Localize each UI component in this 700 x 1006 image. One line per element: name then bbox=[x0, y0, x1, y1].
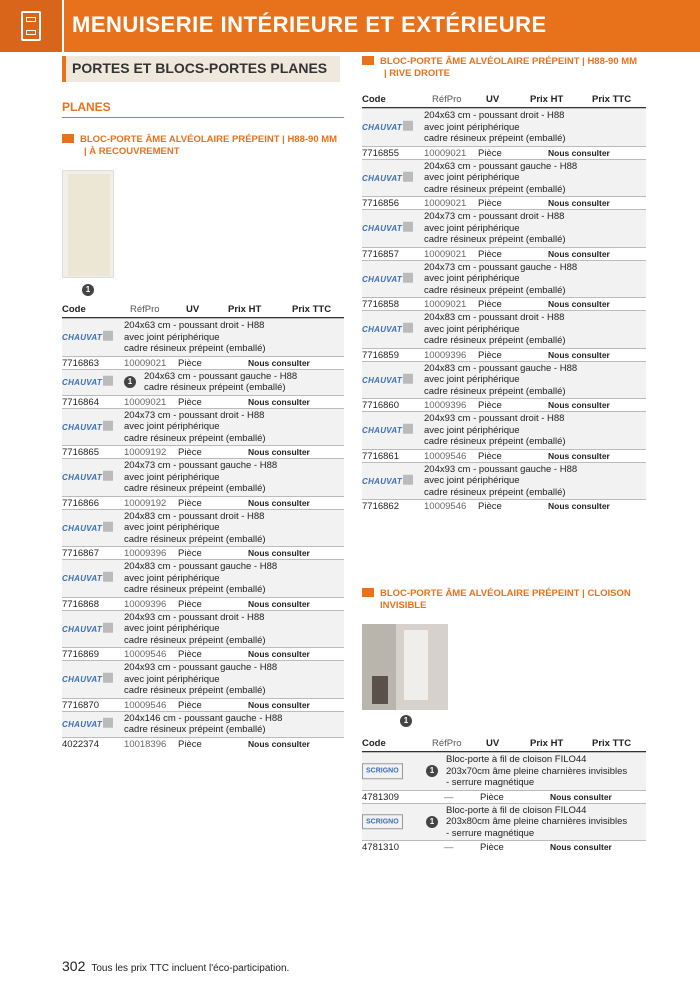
description-line: 204x93 cm - poussant droit - H88 bbox=[424, 413, 565, 424]
cell-price: Nous consulter bbox=[550, 791, 612, 802]
subheading-rule bbox=[62, 117, 344, 118]
cell-price: Nous consulter bbox=[248, 497, 310, 508]
description-line: avec joint périphérique bbox=[424, 374, 520, 385]
table-header bbox=[362, 738, 646, 752]
description-line: cadre résineux prépeint (emballé) bbox=[424, 234, 566, 245]
table-row bbox=[62, 711, 344, 750]
table-row bbox=[62, 318, 344, 369]
cell-ref: 10009021 bbox=[424, 147, 467, 159]
description-line: 204x83 cm - poussant droit - H88 bbox=[424, 312, 565, 323]
cell-uv: Pièce bbox=[178, 649, 202, 660]
description-line: 204x93 cm - poussant gauche - H88 bbox=[424, 463, 578, 475]
table-row bbox=[362, 108, 646, 159]
cell-price: Nous consulter bbox=[248, 357, 310, 368]
price-line bbox=[62, 647, 344, 660]
cell-ref: 10009546 bbox=[124, 649, 167, 660]
square-icon bbox=[362, 56, 374, 65]
cell-uv: Pièce bbox=[178, 447, 202, 458]
description-line: 204x93 cm - poussant droit - H88 bbox=[124, 611, 265, 623]
cell-code: 7716857 bbox=[362, 248, 399, 260]
cell-ref: 10009546 bbox=[424, 450, 467, 462]
column-header-code: Code bbox=[62, 304, 86, 315]
description-line: cadre résineux prépeint (emballé) bbox=[424, 133, 566, 144]
chauvat-logo: CHAUVAT bbox=[362, 424, 413, 437]
description-line: cadre résineux prépeint (emballé) bbox=[424, 385, 566, 397]
square-icon bbox=[62, 134, 74, 143]
photo-badge: 1 bbox=[400, 715, 412, 727]
brand-logo bbox=[62, 331, 113, 344]
cell-ref: 10009021 bbox=[424, 198, 467, 209]
page-number: 302 bbox=[62, 958, 86, 974]
description-line: avec joint périphérique bbox=[424, 475, 520, 486]
column-header-ttc: Prix TTC bbox=[592, 94, 632, 105]
description-line: cadre résineux prépeint (emballé) bbox=[124, 724, 266, 735]
header-bar bbox=[0, 0, 700, 52]
description-line: cadre résineux prépeint (emballé) bbox=[144, 382, 286, 393]
table-row bbox=[62, 458, 344, 509]
product-description bbox=[362, 752, 646, 790]
cell-ref: 10009396 bbox=[424, 349, 467, 361]
page-title: MENUISERIE INTÉRIEURE ET EXTÉRIEURE bbox=[72, 12, 547, 37]
cell-uv: Pièce bbox=[478, 147, 502, 159]
right-table bbox=[362, 94, 646, 512]
chauvat-logo: CHAUVAT bbox=[362, 273, 413, 286]
description-line: 204x73 cm - poussant droit - H88 bbox=[124, 409, 265, 421]
cell-price: Nous consulter bbox=[550, 842, 612, 852]
price-line bbox=[362, 840, 646, 853]
cell-uv: Pièce bbox=[478, 400, 502, 411]
cell-ref: 10009192 bbox=[124, 497, 167, 509]
description-line: cadre résineux prépeint (emballé) bbox=[424, 436, 566, 447]
brand-logo bbox=[62, 623, 113, 636]
cell-uv: Pièce bbox=[178, 699, 202, 711]
cell-price: Nous consulter bbox=[248, 649, 310, 659]
cell-uv: Pièce bbox=[478, 299, 502, 310]
product-description bbox=[362, 108, 646, 146]
cell-price: Nous consulter bbox=[248, 396, 310, 407]
cell-uv: Pièce bbox=[478, 349, 502, 361]
description-line: 204x73 cm - poussant droit - H88 bbox=[424, 211, 565, 222]
photo-badge: 1 bbox=[82, 284, 94, 296]
cell-code: 7716863 bbox=[62, 357, 99, 369]
cell-uv: Pièce bbox=[480, 842, 504, 853]
chauvat-logo: CHAUVAT bbox=[362, 222, 413, 235]
left-table bbox=[62, 304, 344, 750]
price-line bbox=[62, 356, 344, 369]
cell-code: 7716867 bbox=[62, 548, 99, 559]
cell-uv: Pièce bbox=[478, 248, 502, 260]
description-line: avec joint périphérique bbox=[424, 424, 520, 436]
description-line: avec joint périphérique bbox=[124, 471, 220, 483]
table-header bbox=[362, 94, 646, 108]
product-description bbox=[62, 610, 344, 648]
cell-ref: 10009546 bbox=[124, 699, 167, 711]
product-description bbox=[362, 361, 646, 399]
chauvat-logo: CHAUVAT bbox=[62, 522, 113, 535]
column-header-ref: RéfPro bbox=[130, 304, 160, 315]
brand-logo bbox=[362, 374, 413, 387]
cell-price: Nous consulter bbox=[548, 299, 610, 309]
description-line: 203x70cm âme pleine charnières invisibles bbox=[446, 765, 628, 777]
brand-logo bbox=[362, 323, 413, 336]
brand-logo bbox=[62, 673, 113, 686]
description-line: 204x73 cm - poussant gauche - H88 bbox=[124, 460, 278, 471]
cell-price: Nous consulter bbox=[548, 501, 610, 511]
brand-logo bbox=[362, 273, 413, 286]
product-description bbox=[62, 509, 344, 547]
description-line: avec joint périphérique bbox=[424, 273, 520, 284]
product-description bbox=[362, 260, 646, 298]
product-description bbox=[62, 408, 344, 446]
description-line: 204x83 cm - poussant droit - H88 bbox=[124, 510, 265, 522]
price-line bbox=[362, 196, 646, 209]
cell-ref: 10009396 bbox=[124, 548, 167, 559]
description-line: avec joint périphérique bbox=[124, 623, 220, 634]
description-line: avec joint périphérique bbox=[424, 323, 520, 335]
cell-price: Nous consulter bbox=[248, 447, 310, 457]
description-line: cadre résineux prépeint (emballé) bbox=[424, 284, 566, 296]
description-line: cadre résineux prépeint (emballé) bbox=[124, 685, 266, 696]
chauvat-logo: CHAUVAT bbox=[362, 475, 413, 488]
table-header bbox=[62, 304, 344, 318]
description-line: cadre résineux prépeint (emballé) bbox=[124, 533, 266, 545]
description-line: cadre résineux prépeint (emballé) bbox=[124, 483, 266, 494]
cell-ref: 10009021 bbox=[424, 299, 467, 310]
description-line: avec joint périphérique bbox=[424, 172, 520, 183]
subheading: PLANES bbox=[62, 100, 111, 114]
cell-ref: 10009396 bbox=[424, 400, 467, 411]
product-photo-room bbox=[362, 624, 448, 710]
brand-logo bbox=[362, 222, 413, 235]
cell-code: 7716855 bbox=[362, 147, 399, 159]
brand-logo bbox=[62, 522, 113, 535]
description-line: cadre résineux prépeint (emballé) bbox=[124, 634, 266, 646]
cell-ref: 10009192 bbox=[124, 447, 167, 458]
brand-logo: SCRIGNO bbox=[362, 764, 403, 780]
table-row bbox=[362, 209, 646, 260]
description-line: 204x63 cm - poussant droit - H88 bbox=[424, 110, 565, 121]
product-description bbox=[362, 803, 646, 841]
chauvat-logo: CHAUVAT bbox=[62, 673, 113, 686]
cell-ref: 10009021 bbox=[124, 357, 167, 369]
price-line bbox=[62, 496, 344, 509]
description-line: cadre résineux prépeint (emballé) bbox=[124, 343, 266, 354]
description-line: avec joint périphérique bbox=[124, 331, 220, 343]
product-description bbox=[62, 711, 344, 737]
price-line bbox=[62, 597, 344, 610]
price-line bbox=[362, 247, 646, 260]
column-header-ref: RéfPro bbox=[432, 738, 462, 749]
column-header-ttc: Prix TTC bbox=[292, 304, 332, 315]
chauvat-logo: CHAUVAT bbox=[62, 718, 113, 731]
product-description bbox=[62, 559, 344, 597]
column-header-ref: RéfPro bbox=[432, 94, 462, 105]
square-icon bbox=[362, 588, 374, 597]
cell-price: Nous consulter bbox=[248, 548, 310, 558]
footer-note: Tous les prix TTC incluent l'éco-participation. bbox=[91, 963, 290, 974]
description-line: Bloc-porte à fil de cloison FILO44 bbox=[446, 754, 587, 765]
table-row bbox=[362, 159, 646, 210]
description-line: 204x146 cm - poussant gauche - H88 bbox=[124, 712, 283, 724]
chauvat-logo: CHAUVAT bbox=[62, 623, 113, 636]
cell-price: Nous consulter bbox=[548, 248, 610, 259]
description-line: cadre résineux prépeint (emballé) bbox=[424, 335, 566, 346]
cell-code: 4781309 bbox=[362, 791, 399, 803]
product-description bbox=[62, 318, 344, 356]
description-line: cadre résineux prépeint (emballé) bbox=[424, 183, 566, 195]
footer bbox=[62, 958, 289, 974]
cell-ref: 10009021 bbox=[124, 396, 167, 408]
table-row bbox=[62, 610, 344, 661]
price-line bbox=[362, 146, 646, 159]
price-line bbox=[62, 737, 344, 750]
table-row bbox=[62, 369, 344, 408]
chauvat-logo: CHAUVAT bbox=[362, 323, 413, 336]
product-description bbox=[362, 411, 646, 449]
description-line: avec joint périphérique bbox=[124, 421, 220, 432]
cell-code: 7716870 bbox=[62, 699, 99, 711]
description-line: avec joint périphérique bbox=[124, 522, 220, 533]
column-header-ht: Prix HT bbox=[530, 738, 564, 749]
cell-code: 7716858 bbox=[362, 299, 399, 310]
table-row bbox=[62, 408, 344, 459]
chauvat-logo: CHAUVAT bbox=[362, 121, 413, 134]
price-line bbox=[62, 395, 344, 408]
price-line bbox=[362, 398, 646, 411]
table-row bbox=[62, 559, 344, 610]
brand-logo bbox=[362, 475, 413, 488]
cell-ref: 10018396 bbox=[124, 738, 167, 750]
cell-price: Nous consulter bbox=[548, 349, 610, 360]
brand-logo bbox=[362, 121, 413, 134]
description-line: avec joint périphérique bbox=[424, 222, 520, 234]
cloison-product-heading: BLOC-PORTE ÂME ALVÉOLAIRE PRÉPEINT | CLOISON INVISIBLE bbox=[362, 588, 631, 612]
right-product-heading: BLOC-PORTE ÂME ALVÉOLAIRE PRÉPEINT | H88-90 MM | RIVE DROITE bbox=[362, 56, 637, 80]
description-line: 204x63 cm - poussant droit - H88 bbox=[124, 320, 265, 331]
cell-uv: Pièce bbox=[178, 548, 202, 559]
cell-ref: 10009021 bbox=[424, 248, 467, 260]
callout-badge: 1 bbox=[426, 816, 438, 828]
table-row bbox=[362, 752, 646, 803]
brand-logo bbox=[62, 718, 113, 731]
description-line: 204x83 cm - poussant gauche - H88 bbox=[124, 561, 278, 572]
cell-price: Nous consulter bbox=[548, 147, 610, 158]
cell-ref: 10009546 bbox=[424, 501, 467, 512]
cell-code: 7716865 bbox=[62, 447, 99, 458]
cell-price: Nous consulter bbox=[548, 450, 610, 461]
brand-logo bbox=[62, 471, 113, 484]
table-row bbox=[362, 411, 646, 462]
description-line: 203x80cm âme pleine charnières invisibles bbox=[446, 816, 628, 827]
cell-code: 7716860 bbox=[362, 400, 399, 411]
section-title: PORTES ET BLOCS-PORTES PLANES bbox=[62, 56, 340, 82]
chauvat-logo: CHAUVAT bbox=[362, 374, 413, 387]
product-description bbox=[362, 209, 646, 247]
brand-logo bbox=[62, 421, 113, 434]
column-header-code: Code bbox=[362, 94, 386, 105]
product-photo-door bbox=[62, 170, 114, 278]
cell-uv: Pièce bbox=[478, 501, 502, 512]
table-row bbox=[62, 660, 344, 711]
column-header-uv: UV bbox=[486, 738, 500, 749]
chauvat-logo: CHAUVAT bbox=[362, 172, 413, 185]
cell-uv: Pièce bbox=[178, 396, 202, 408]
price-line bbox=[362, 790, 646, 803]
product-description bbox=[62, 458, 344, 496]
table-row bbox=[362, 310, 646, 361]
column-header-ht: Prix HT bbox=[530, 94, 564, 105]
cell-code: 7716869 bbox=[62, 649, 99, 660]
callout-badge: 1 bbox=[426, 765, 438, 777]
product-description bbox=[62, 660, 344, 698]
product-description bbox=[62, 369, 344, 395]
table-row bbox=[362, 803, 646, 854]
description-line: - serrure magnétique bbox=[446, 827, 535, 839]
scrigno-table bbox=[362, 738, 646, 853]
description-line: 204x63 cm - poussant gauche - H88 bbox=[144, 370, 298, 382]
brand-logo bbox=[362, 172, 413, 185]
cell-price: Nous consulter bbox=[548, 198, 610, 208]
cell-uv: Pièce bbox=[480, 791, 504, 803]
cell-code: 7716866 bbox=[62, 497, 99, 509]
cell-uv: Pièce bbox=[178, 497, 202, 509]
product-description bbox=[362, 310, 646, 348]
cell-uv: Pièce bbox=[478, 450, 502, 462]
description-line: Bloc-porte à fil de cloison FILO44 bbox=[446, 804, 587, 816]
description-line: avec joint périphérique bbox=[124, 673, 220, 685]
description-line: cadre résineux prépeint (emballé) bbox=[124, 432, 266, 444]
left-product-heading: BLOC-PORTE ÂME ALVÉOLAIRE PRÉPEINT | H88-90 MM | À RECOUVREMENT bbox=[62, 134, 337, 158]
cell-price: Nous consulter bbox=[248, 699, 310, 710]
price-line bbox=[362, 348, 646, 361]
cell-code: 7716868 bbox=[62, 598, 99, 610]
cell-uv: Pièce bbox=[178, 598, 202, 610]
callout-badge: 1 bbox=[124, 376, 136, 388]
product-description bbox=[362, 462, 646, 500]
cell-code: 4781310 bbox=[362, 842, 399, 853]
price-line bbox=[62, 698, 344, 711]
cell-uv: Pièce bbox=[178, 357, 202, 369]
brand-logo bbox=[62, 572, 113, 585]
cell-ref: — bbox=[444, 791, 454, 803]
cell-code: 4022374 bbox=[62, 738, 99, 750]
column-header-ttc: Prix TTC bbox=[592, 738, 632, 749]
cell-code: 7716859 bbox=[362, 349, 399, 361]
chauvat-logo: CHAUVAT bbox=[62, 331, 113, 344]
table-row bbox=[362, 462, 646, 513]
chauvat-logo: CHAUVAT bbox=[62, 572, 113, 585]
column-header-code: Code bbox=[362, 738, 386, 749]
price-line bbox=[362, 499, 646, 512]
cell-price: Nous consulter bbox=[548, 400, 610, 410]
cell-code: 7716856 bbox=[362, 198, 399, 209]
description-line: 204x63 cm - poussant gauche - H88 bbox=[424, 160, 578, 172]
price-line bbox=[62, 546, 344, 559]
cell-uv: Pièce bbox=[178, 738, 202, 750]
description-line: cadre résineux prépeint (emballé) bbox=[424, 486, 566, 498]
cell-ref: 10009396 bbox=[124, 598, 167, 610]
table-row bbox=[62, 509, 344, 560]
description-line: - serrure magnétique bbox=[446, 777, 535, 788]
cell-ref: — bbox=[444, 842, 454, 853]
door-icon bbox=[0, 0, 64, 52]
brand-logo bbox=[62, 376, 113, 389]
column-header-uv: UV bbox=[186, 304, 200, 315]
cell-code: 7716864 bbox=[62, 396, 99, 408]
brand-logo bbox=[362, 424, 413, 437]
cell-price: Nous consulter bbox=[248, 738, 310, 749]
price-line bbox=[362, 297, 646, 310]
chauvat-logo: CHAUVAT bbox=[62, 471, 113, 484]
product-description bbox=[362, 159, 646, 197]
column-header-ht: Prix HT bbox=[228, 304, 262, 315]
description-line: cadre résineux prépeint (emballé) bbox=[124, 584, 266, 595]
description-line: 204x83 cm - poussant gauche - H88 bbox=[424, 362, 578, 374]
column-header-uv: UV bbox=[486, 94, 500, 105]
cell-uv: Pièce bbox=[478, 198, 502, 209]
description-line: avec joint périphérique bbox=[424, 121, 520, 133]
price-line bbox=[62, 445, 344, 458]
table-row bbox=[362, 361, 646, 412]
cell-code: 7716861 bbox=[362, 450, 399, 462]
chauvat-logo: CHAUVAT bbox=[62, 376, 113, 389]
cell-price: Nous consulter bbox=[248, 598, 310, 609]
chauvat-logo: CHAUVAT bbox=[62, 421, 113, 434]
price-line bbox=[362, 449, 646, 462]
description-line: 204x73 cm - poussant gauche - H88 bbox=[424, 261, 578, 273]
brand-logo: SCRIGNO bbox=[362, 814, 403, 830]
description-line: 204x93 cm - poussant gauche - H88 bbox=[124, 662, 278, 673]
description-line: avec joint périphérique bbox=[124, 572, 220, 584]
table-row bbox=[362, 260, 646, 311]
cell-code: 7716862 bbox=[362, 501, 399, 512]
